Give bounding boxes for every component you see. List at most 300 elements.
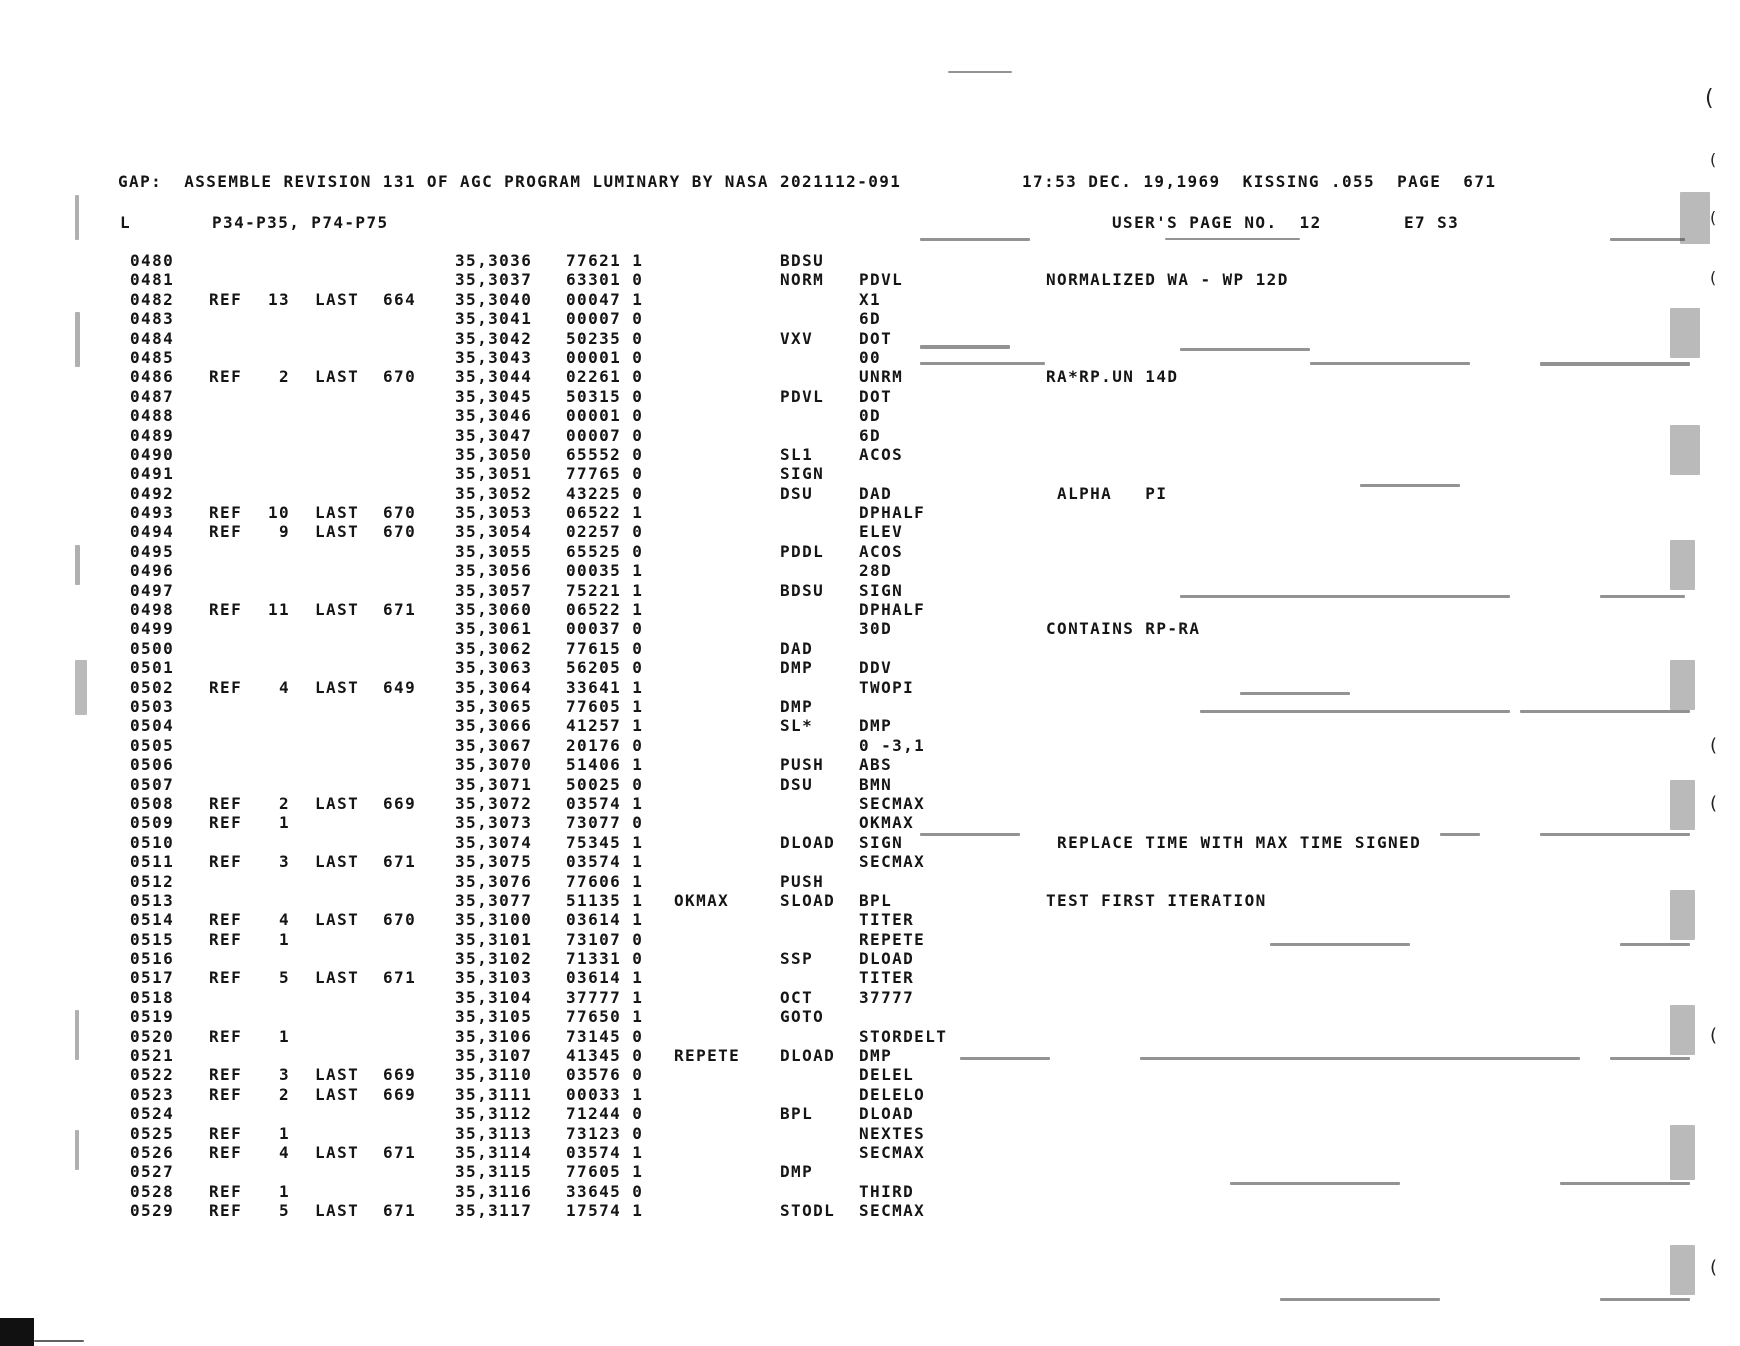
line-number: 0510 [130,832,175,852]
line-number: 0511 [130,852,175,872]
line-number: 0528 [130,1181,175,1201]
opcode: OCT [780,987,814,1007]
operand: SIGN [859,580,904,600]
listing-row [0,542,1740,561]
line-number: 0489 [130,425,175,445]
memory-address: 35,3076 [455,871,533,891]
octal-word: 77765 0 [566,464,644,484]
octal-word: 50235 0 [566,328,644,348]
ref-count: 1 [278,1181,290,1201]
octal-word: 00007 0 [566,309,644,329]
memory-address: 35,3106 [455,1026,533,1046]
listing-row [0,1085,1740,1104]
line-number: 0506 [130,755,175,775]
octal-word: 00033 1 [566,1084,644,1104]
listing-header-title: GAP: ASSEMBLE REVISION 131 OF AGC PROGRAM LUMINARY BY NASA 2021112-091 [118,172,902,191]
octal-word: 00037 0 [566,619,644,639]
operand: 0 -3,1 [859,735,926,755]
last-label: LAST [315,367,360,387]
ref-label: REF [209,522,243,542]
line-number: 0493 [130,503,175,523]
ref-label: REF [209,1065,243,1085]
memory-address: 35,3037 [455,270,533,290]
listing-row [0,813,1740,832]
ref-label: REF [209,793,243,813]
ref-count: 2 [278,1084,290,1104]
ref-label: REF [209,968,243,988]
line-number: 0495 [130,541,175,561]
line-number: 0484 [130,328,175,348]
users-page-number: USER'S PAGE NO. 12 [1112,213,1322,232]
octal-word: 77605 1 [566,1162,644,1182]
listing-row [0,445,1740,464]
memory-address: 35,3040 [455,289,533,309]
ref-label: REF [209,1201,243,1221]
listing-row [0,1162,1740,1181]
operand: ACOS [859,444,904,464]
memory-address: 35,3047 [455,425,533,445]
listing-row [0,561,1740,580]
line-number: 0519 [130,1007,175,1027]
last-label: LAST [315,503,360,523]
listing-row [0,522,1740,541]
opcode: GOTO [780,1007,825,1027]
ref-label: REF [209,813,243,833]
line-number: 0508 [130,793,175,813]
octal-word: 77621 1 [566,251,644,270]
memory-address: 35,3067 [455,735,533,755]
memory-address: 35,3052 [455,483,533,503]
line-number: 0516 [130,949,175,969]
operand: DELELO [859,1084,926,1104]
listing-row [0,794,1740,813]
ref-count: 2 [278,793,290,813]
listing-row [0,348,1740,367]
octal-word: 73077 0 [566,813,644,833]
users-page-extra: E7 S3 [1404,213,1460,232]
last-page: 670 [383,910,417,930]
comment: ALPHA PI [1046,483,1168,503]
last-label: LAST [315,968,360,988]
octal-word: 73107 0 [566,929,644,949]
operand: DMP [859,716,893,736]
memory-address: 35,3077 [455,890,533,910]
operand: DAD [859,483,893,503]
listing-row [0,619,1740,638]
operand: BMN [859,774,893,794]
line-number: 0491 [130,464,175,484]
last-page: 670 [383,522,417,542]
ref-count: 4 [278,677,290,697]
line-number: 0487 [130,386,175,406]
operand: DDV [859,658,893,678]
operand: SECMAX [859,1142,926,1162]
octal-word: 03574 1 [566,793,644,813]
listing-row [0,1124,1740,1143]
last-page: 669 [383,793,417,813]
section-marker: L [120,213,132,232]
line-number: 0482 [130,289,175,309]
line-number: 0485 [130,347,175,367]
last-page: 669 [383,1084,417,1104]
listing-row [0,1065,1740,1084]
listing-row [0,872,1740,891]
line-number: 0524 [130,1104,175,1124]
listing-row [0,716,1740,735]
operand: SECMAX [859,793,926,813]
opcode: BPL [780,1104,814,1124]
last-label: LAST [315,1142,360,1162]
last-label: LAST [315,1201,360,1221]
line-number: 0517 [130,968,175,988]
octal-word: 03614 1 [566,910,644,930]
line-number: 0502 [130,677,175,697]
memory-address: 35,3055 [455,541,533,561]
listing-row [0,1182,1740,1201]
octal-word: 06522 1 [566,503,644,523]
memory-address: 35,3070 [455,755,533,775]
octal-word: 17574 1 [566,1201,644,1221]
octal-word: 03614 1 [566,968,644,988]
last-page: 669 [383,1065,417,1085]
operand: DOT [859,328,893,348]
comment: CONTAINS RP-RA [1046,619,1201,639]
octal-word: 33645 0 [566,1181,644,1201]
octal-word: 51406 1 [566,755,644,775]
line-number: 0518 [130,987,175,1007]
octal-word: 02261 0 [566,367,644,387]
operand: 28D [859,561,893,581]
octal-word: 41257 1 [566,716,644,736]
operand: ELEV [859,522,904,542]
memory-address: 35,3057 [455,580,533,600]
octal-word: 03576 0 [566,1065,644,1085]
listing-row [0,697,1740,716]
memory-address: 35,3053 [455,503,533,523]
memory-address: 35,3075 [455,852,533,872]
ref-label: REF [209,367,243,387]
line-number: 0499 [130,619,175,639]
last-page: 671 [383,1201,417,1221]
memory-address: 35,3065 [455,696,533,716]
comment: REPLACE TIME WITH MAX TIME SIGNED [1046,832,1422,852]
opcode: PUSH [780,871,825,891]
operand: DELEL [859,1065,915,1085]
operand: DMP [859,1046,893,1066]
memory-address: 35,3036 [455,251,533,270]
line-number: 0523 [130,1084,175,1104]
octal-word: 56205 0 [566,658,644,678]
memory-address: 35,3110 [455,1065,533,1085]
opcode: PDVL [780,386,825,406]
listing-row [0,387,1740,406]
octal-word: 03574 1 [566,1142,644,1162]
ref-count: 5 [278,968,290,988]
operand: REPETE [859,929,926,949]
line-number: 0505 [130,735,175,755]
listing-row [0,406,1740,425]
ref-count: 9 [278,522,290,542]
memory-address: 35,3051 [455,464,533,484]
listing-row [0,290,1740,309]
listing-row [0,775,1740,794]
octal-word: 73123 0 [566,1123,644,1143]
comment: RA*RP.UN 14D [1046,367,1179,387]
memory-address: 35,3043 [455,347,533,367]
listing-row [0,1046,1740,1065]
operand: BPL [859,890,893,910]
memory-address: 35,3074 [455,832,533,852]
line-number: 0483 [130,309,175,329]
operand: TWOPI [859,677,915,697]
memory-address: 35,3072 [455,793,533,813]
operand: OKMAX [859,813,915,833]
octal-word: 37777 1 [566,987,644,1007]
listing-row [0,658,1740,677]
opcode: DLOAD [780,1046,836,1066]
section-title: P34-P35, P74-P75 [212,213,389,232]
octal-word: 65552 0 [566,444,644,464]
ref-count: 1 [278,1026,290,1046]
memory-address: 35,3062 [455,638,533,658]
ref-count: 2 [278,367,290,387]
opcode: DSU [780,774,814,794]
line-number: 0503 [130,696,175,716]
ref-label: REF [209,1026,243,1046]
listing-row [0,251,1740,270]
memory-address: 35,3100 [455,910,533,930]
operand: TITER [859,968,915,988]
listing-row [0,464,1740,483]
last-page: 670 [383,503,417,523]
octal-word: 03574 1 [566,852,644,872]
octal-word: 50025 0 [566,774,644,794]
line-number: 0492 [130,483,175,503]
last-page: 671 [383,600,417,620]
line-number: 0512 [130,871,175,891]
operand: THIRD [859,1181,915,1201]
opcode: BDSU [780,580,825,600]
line-number: 0522 [130,1065,175,1085]
memory-address: 35,3112 [455,1104,533,1124]
operand: UNRM [859,367,904,387]
memory-address: 35,3064 [455,677,533,697]
listing-row [0,678,1740,697]
ref-count: 1 [278,1123,290,1143]
opcode: DLOAD [780,832,836,852]
memory-address: 35,3054 [455,522,533,542]
listing-row [0,503,1740,522]
memory-address: 35,3046 [455,406,533,426]
listing-row [0,484,1740,503]
listing-row [0,852,1740,871]
line-number: 0504 [130,716,175,736]
operand: 00 [859,347,882,367]
memory-address: 35,3042 [455,328,533,348]
memory-address: 35,3101 [455,929,533,949]
line-number: 0494 [130,522,175,542]
last-page: 671 [383,1142,417,1162]
operand: ABS [859,755,893,775]
operand: NEXTES [859,1123,926,1143]
opcode: DMP [780,1162,814,1182]
last-label: LAST [315,600,360,620]
ref-label: REF [209,1142,243,1162]
octal-word: 75221 1 [566,580,644,600]
operand: DLOAD [859,1104,915,1124]
memory-address: 35,3056 [455,561,533,581]
opcode: BDSU [780,251,825,270]
operand: SIGN [859,832,904,852]
line-number: 0529 [130,1201,175,1221]
ref-label: REF [209,1084,243,1104]
memory-address: 35,3113 [455,1123,533,1143]
last-label: LAST [315,522,360,542]
octal-word: 77606 1 [566,871,644,891]
listing-row [0,755,1740,774]
memory-address: 35,3107 [455,1046,533,1066]
last-label: LAST [315,677,360,697]
memory-address: 35,3061 [455,619,533,639]
ref-count: 4 [278,1142,290,1162]
ref-count: 4 [278,910,290,930]
memory-address: 35,3104 [455,987,533,1007]
memory-address: 35,3115 [455,1162,533,1182]
opcode: SSP [780,949,814,969]
ref-count: 13 [268,289,291,309]
last-label: LAST [315,1084,360,1104]
last-label: LAST [315,1065,360,1085]
octal-word: 00001 0 [566,347,644,367]
memory-address: 35,3103 [455,968,533,988]
operand: PDVL [859,270,904,290]
last-page: 671 [383,852,417,872]
memory-address: 35,3102 [455,949,533,969]
last-page: 649 [383,677,417,697]
corner-blot [0,1318,34,1346]
octal-word: 33641 1 [566,677,644,697]
ref-count: 5 [278,1201,290,1221]
ref-count: 3 [278,1065,290,1085]
location-tag: REPETE [674,1046,741,1066]
opcode: DMP [780,658,814,678]
listing-row [0,736,1740,755]
last-label: LAST [315,852,360,872]
line-number: 0515 [130,929,175,949]
ref-count: 10 [268,503,291,523]
assembly-listing-table [0,251,1740,1221]
listing-row [0,270,1740,289]
ref-label: REF [209,289,243,309]
listing-row [0,1143,1740,1162]
octal-word: 50315 0 [566,386,644,406]
operand: DPHALF [859,503,926,523]
memory-address: 35,3117 [455,1201,533,1221]
ref-label: REF [209,910,243,930]
memory-address: 35,3114 [455,1142,533,1162]
memory-address: 35,3050 [455,444,533,464]
operand: SECMAX [859,1201,926,1221]
octal-word: 00047 1 [566,289,644,309]
listing-header-datestamp: 17:53 DEC. 19,1969 KISSING .055 PAGE 671 [1022,172,1497,191]
opcode: DMP [780,696,814,716]
listing-row [0,639,1740,658]
ref-count: 3 [278,852,290,872]
listing-row [0,329,1740,348]
memory-address: 35,3105 [455,1007,533,1027]
scanned-listing-page: GAP: ASSEMBLE REVISION 131 OF AGC PROGRAM LUMINARY BY NASA 2021112-091 17:53 DEC. 19,1969 KISSING .055 PAGE 671 L P34-P35, P74-P75 USER'S PAGE NO. 12 E7 S3 0480 35,3036 77621 1 BDSU 0481 35,3037 63301 0 NORM PDVL NORMALIZED WA - WP 12D 0482 REF 13 LAST 664 35,3040 00047 1 X1 0483 35,3041 00007 0 6D 0484 35,3042 50235 0 VXV DOT 0485 35,3043 00001 0 00 0486 REF 2 LAST 670 35,3044 02261 0 UNRM RA*RP.UN 14D 0487 35,3045 50315 0 PDVL DOT 0488 35,3046 00001 0 0D 0489 35,3047 00007 0 6D 0490 35,3050 65552 0 SL1 ACOS 0491 35,3051 77765 0 SIGN 0492 35,3052 43225 0 DSU DAD ALPHA PI 0493 REF 10 LAST 670 35,3053 06522 1 DPHALF 0494 REF 9 LAST 670 35,3054 02257 0 ELEV 0495 35,3055 65525 0 PDDL ACOS 0496 35,3056 00035 1 28D 0497 35,3057 75221 1 BDSU SIGN 0498 REF 11 LAST 671 35,3060 06522 1 DPHALF 0499 35,3061 00037 0 30D CONTAINS RP-RA 0500 35,3062 77615 0 DAD 0501 35,3063 56205 0 DMP DDV 0502 REF 4 LAST 649 35,3064 33641 1 TWOPI 0503 35,3065 77605 1 DMP 0504 35,3066 41257 1 SL* DMP 0505 35,3067 20176 0 0 -3,1 0506 35,3070 51406 1 PUSH ABS 0507 35,3071 50025 0 DSU BMN 0508 REF 2 LAST 669 35,3072 03574 1 SECMAX 0509 REF 1 35,3073 73077 0 OKMAX 0510 35,3074 75345 1 DLOAD SIGN REPLACE TIME WITH MAX TIME SIGNED 0511 REF 3 LAST 671 35,3075 03574 1 SECMAX 0512 35,3076 77606 1 PUSH 0513 35,3077 51135 1 OKMAX SLOAD BPL TEST FIRST ITERATION 0514 REF 4 LAST 670 35,3100 03614 1 TITER 0515 REF 1 35,3101 73107 0 REPETE 0516 35,3102 71331 0 SSP DLOAD 0517 REF 5 LAST 671 35,3103 03614 1 TITER 0518 35,3104 37777 1 OCT 37777 0519 35,3105 77650 1 GOTO 0520 REF 1 35,3106 73145 0 STORDELT 0521 35,3107 41345 0 REPETE DLOAD DMP 0522 REF 3 LAST 669 35,3110 03576 0 DELEL 0523 REF 2 LAST 669 35,3111 00033 1 DELELO 0524 35,3112 71244 0 BPL DLOAD 0525 REF 1 35,3113 73123 0 NEXTES 0526 REF 4 LAST 671 35,3114 03574 1 SECMAX 0527 35,3115 77605 1 DMP 0528 REF 1 35,3116 33645 0 THIRD 0529 REF 5 LAST 671 35,3117 17574 1 STODL SECMAX ( ( ( ( ( ( ( ( [0,0,1740,1346]
ref-label: REF [209,1123,243,1143]
memory-address: 35,3041 [455,309,533,329]
listing-row [0,891,1740,910]
opcode: STODL [780,1201,836,1221]
opcode: VXV [780,328,814,348]
octal-word: 77605 1 [566,696,644,716]
line-number: 0488 [130,406,175,426]
operand: DLOAD [859,949,915,969]
listing-row [0,1027,1740,1046]
line-number: 0514 [130,910,175,930]
last-page: 670 [383,367,417,387]
operand: 0D [859,406,882,426]
operand: ACOS [859,541,904,561]
ref-label: REF [209,929,243,949]
line-number: 0498 [130,600,175,620]
octal-word: 77650 1 [566,1007,644,1027]
octal-word: 63301 0 [566,270,644,290]
line-number: 0496 [130,561,175,581]
line-number: 0500 [130,638,175,658]
ref-label: REF [209,677,243,697]
ref-label: REF [209,852,243,872]
octal-word: 77615 0 [566,638,644,658]
octal-word: 51135 1 [566,890,644,910]
line-number: 0513 [130,890,175,910]
operand: 30D [859,619,893,639]
octal-word: 71331 0 [566,949,644,969]
opcode: PDDL [780,541,825,561]
line-number: 0521 [130,1046,175,1066]
operand: 37777 [859,987,915,1007]
ref-label: REF [209,1181,243,1201]
operand: X1 [859,289,882,309]
last-page: 671 [383,968,417,988]
opcode: PUSH [780,755,825,775]
octal-word: 73145 0 [566,1026,644,1046]
operand: DOT [859,386,893,406]
octal-word: 00001 0 [566,406,644,426]
line-number: 0507 [130,774,175,794]
memory-address: 35,3111 [455,1084,533,1104]
octal-word: 43225 0 [566,483,644,503]
line-number: 0527 [130,1162,175,1182]
octal-word: 71244 0 [566,1104,644,1124]
last-label: LAST [315,793,360,813]
operand: TITER [859,910,915,930]
location-tag: OKMAX [674,890,730,910]
ref-count: 11 [268,600,291,620]
line-number: 0525 [130,1123,175,1143]
opcode: SL1 [780,444,814,464]
octal-word: 00007 0 [566,425,644,445]
listing-row [0,426,1740,445]
memory-address: 35,3071 [455,774,533,794]
memory-address: 35,3060 [455,600,533,620]
operand: 6D [859,425,882,445]
ref-label: REF [209,503,243,523]
opcode: DSU [780,483,814,503]
memory-address: 35,3066 [455,716,533,736]
